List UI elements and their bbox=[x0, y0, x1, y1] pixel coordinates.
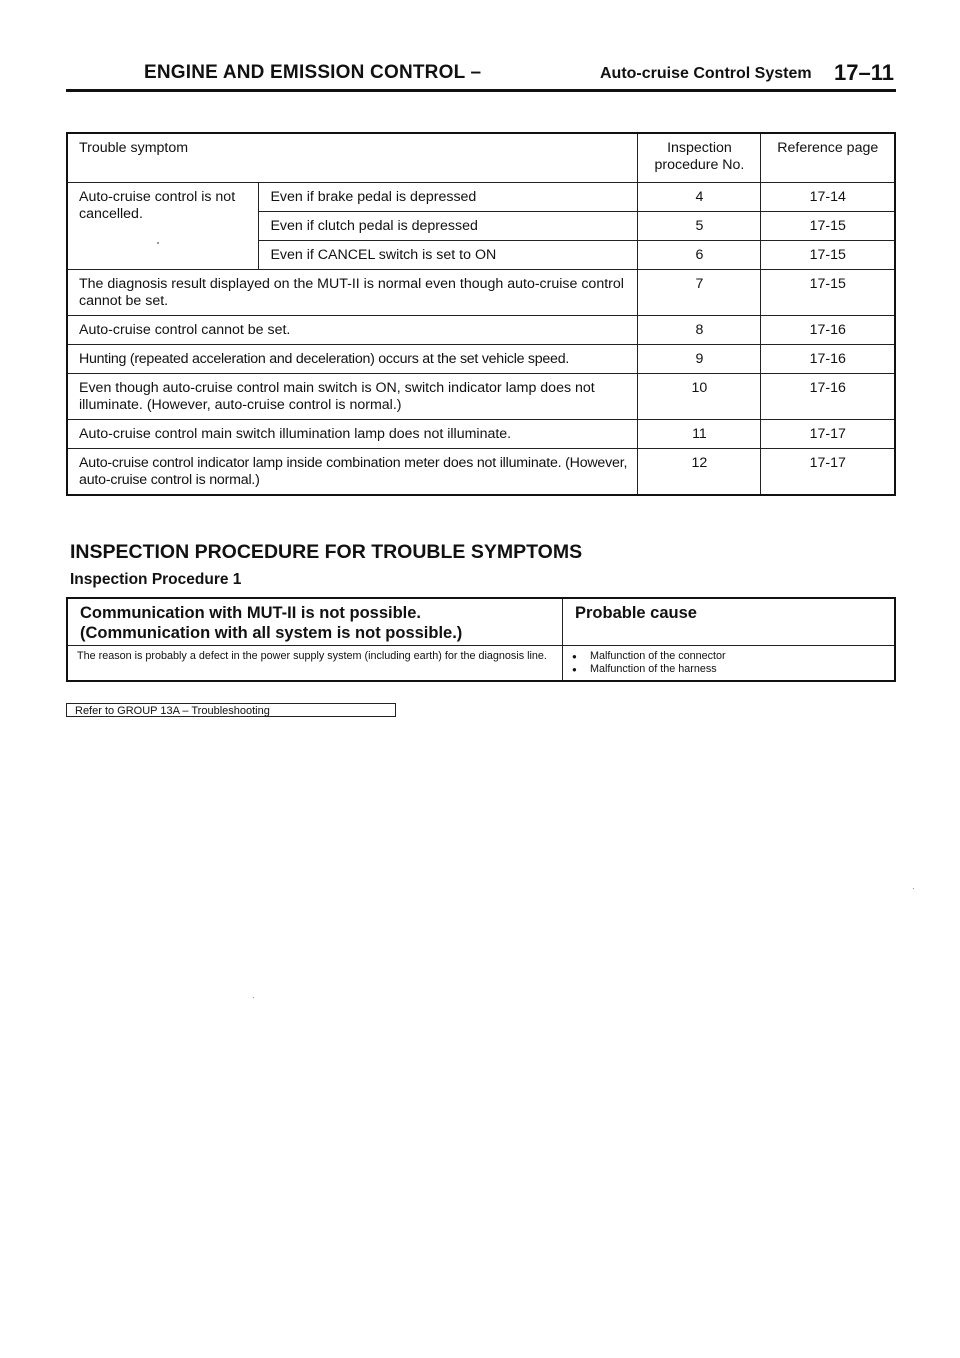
table-header-row bbox=[67, 133, 895, 183]
procedure-heading: Communication with MUT-II is not possible. (Communication with all system is not possible.) bbox=[67, 598, 563, 646]
reference-page: 17-14 bbox=[760, 183, 895, 212]
header-reference: Reference page bbox=[760, 133, 895, 183]
symptom-text: Even though auto-cruise control main switch is ON, switch indicator lamp does not illuminate. (However, auto-cruise control is normal.) bbox=[67, 374, 638, 420]
symptom-detail: Even if CANCEL switch is set to ON bbox=[259, 241, 638, 270]
table-row bbox=[67, 316, 895, 345]
procedure-number: 6 bbox=[638, 241, 760, 270]
reference-page: 17-15 bbox=[760, 270, 895, 316]
table-row bbox=[67, 420, 895, 449]
table-row bbox=[67, 270, 895, 316]
symptom-text: Auto-cruise control cannot be set. bbox=[67, 316, 638, 345]
refer-box: Refer to GROUP 13A – Troubleshooting bbox=[66, 703, 396, 717]
stray-dot bbox=[913, 888, 914, 889]
procedure-number: 7 bbox=[638, 270, 760, 316]
procedure-body-row bbox=[67, 646, 895, 682]
cause-list bbox=[572, 650, 886, 676]
stray-dot bbox=[253, 997, 254, 998]
group-label: Auto-cruise control is not cancelled. bbox=[67, 183, 259, 270]
trouble-symptom-table bbox=[66, 132, 896, 496]
procedure-header-row bbox=[67, 598, 895, 646]
symptom-text: The diagnosis result displayed on the MUT-II is normal even though auto-cruise control cannot be set. bbox=[67, 270, 638, 316]
section-title: INSPECTION PROCEDURE FOR TROUBLE SYMPTOMS bbox=[70, 541, 583, 563]
inspection-procedure-table bbox=[66, 597, 896, 682]
symptom-text: Auto-cruise control main switch illumination lamp does not illuminate. bbox=[67, 420, 638, 449]
symptom-detail: Even if clutch pedal is depressed bbox=[259, 212, 638, 241]
probable-causes bbox=[563, 646, 896, 682]
page-number: 17–11 bbox=[834, 60, 894, 85]
reference-page: 17-17 bbox=[760, 449, 895, 496]
reference-page: 17-16 bbox=[760, 374, 895, 420]
procedure-number: 12 bbox=[638, 449, 760, 496]
header-symptom: Trouble symptom bbox=[67, 133, 638, 183]
reference-page: 17-16 bbox=[760, 345, 895, 374]
symptom-text: Auto-cruise control indicator lamp inside combination meter does not illuminate. (However, auto-cruise control is normal.) bbox=[67, 449, 638, 496]
reference-page: 17-16 bbox=[760, 316, 895, 345]
symptom-text: Hunting (repeated acceleration and deceleration) occurs at the set vehicle speed. bbox=[67, 345, 638, 374]
list-item: ● Malfunction of the harness bbox=[572, 663, 886, 676]
reference-page: 17-15 bbox=[760, 241, 895, 270]
procedure-number: 5 bbox=[638, 212, 760, 241]
symptom-detail: Even if brake pedal is depressed bbox=[259, 183, 638, 212]
stray-dot bbox=[157, 242, 159, 244]
list-item: ● Malfunction of the connector bbox=[572, 650, 886, 663]
table-row bbox=[67, 374, 895, 420]
procedure-number: 8 bbox=[638, 316, 760, 345]
procedure-number: 11 bbox=[638, 420, 760, 449]
probable-cause-heading: Probable cause bbox=[563, 598, 896, 646]
table-row bbox=[67, 449, 895, 496]
page-header bbox=[66, 60, 894, 88]
procedure-number: 4 bbox=[638, 183, 760, 212]
procedure-title: Inspection Procedure 1 bbox=[70, 571, 242, 588]
procedure-number: 9 bbox=[638, 345, 760, 374]
table-row bbox=[67, 183, 895, 212]
header-subtitle: Auto-cruise Control System bbox=[600, 65, 812, 82]
header-procedure: Inspection procedure No. bbox=[638, 133, 760, 183]
header-title: ENGINE AND EMISSION CONTROL – bbox=[144, 62, 482, 83]
header-rule bbox=[66, 89, 896, 92]
procedure-description: The reason is probably a defect in the power supply system (including earth) for the diagnosis line. bbox=[67, 646, 563, 682]
procedure-number: 10 bbox=[638, 374, 760, 420]
reference-page: 17-17 bbox=[760, 420, 895, 449]
reference-page: 17-15 bbox=[760, 212, 895, 241]
table-row bbox=[67, 345, 895, 374]
